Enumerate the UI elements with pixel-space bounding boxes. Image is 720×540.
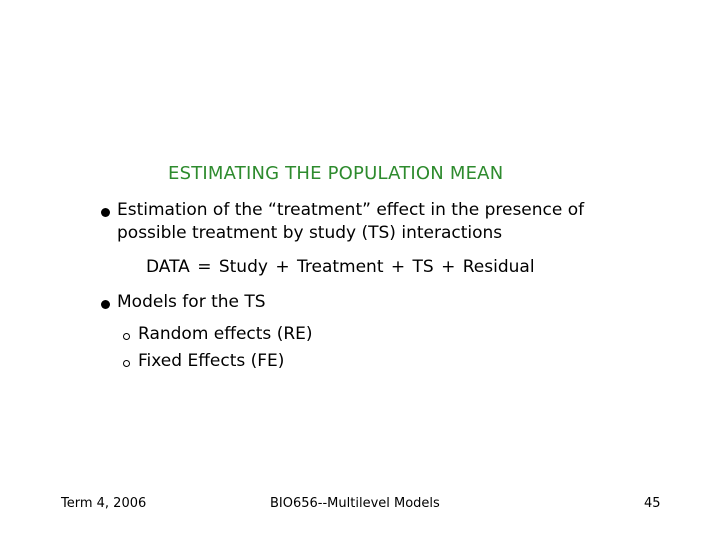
bullet-dot-icon — [101, 300, 110, 309]
bullet-dot-icon — [101, 208, 110, 217]
sub-bullet-fe: Fixed Effects (FE) — [138, 351, 285, 371]
footer-date: Term 4, 2006 — [61, 496, 147, 511]
model-equation: DATA = Study + Treatment + TS + Residual — [146, 257, 535, 277]
sub-bullet-re: Random effects (RE) — [138, 324, 313, 344]
bullet-1-line-1: Estimation of the “treatment” effect in the presence of — [117, 200, 585, 220]
footer-page-number: 45 — [644, 496, 661, 511]
footer-course: BIO656--Multilevel Models — [270, 496, 440, 511]
slide-title: ESTIMATING THE POPULATION MEAN — [168, 163, 504, 184]
bullet-2: Models for the TS — [117, 292, 266, 312]
sub-bullet-circle-icon — [123, 360, 130, 367]
bullet-1-line-2: possible treatment by study (TS) interactions — [117, 223, 503, 243]
sub-bullet-circle-icon — [123, 333, 130, 340]
